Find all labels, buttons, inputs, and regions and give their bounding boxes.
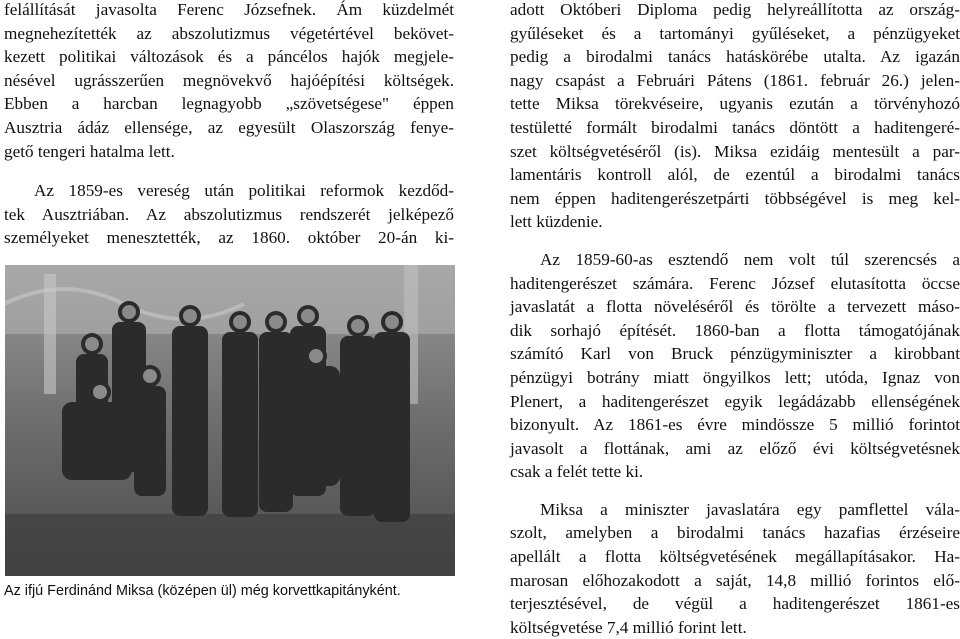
text-line: nem éppen haditengerészetpárti többségével is meg kel-: [510, 188, 960, 208]
text-line: adott Októberi Diploma pedig helyreállította az ország-: [510, 0, 960, 19]
text-line: tette Miksa törekvéseire, ugyanis ezután a törvényhozó: [510, 94, 960, 114]
text-line: bizonyult. Az 1861-es évre mindössze 5 millió forintot: [510, 415, 960, 435]
text-line: pénzügyi botrány miatt öngyilkos lett; utóda, Ignaz von: [510, 367, 960, 387]
text-line: megnehezítették az abszolutizmus végetértével bekövet-: [4, 23, 454, 43]
text-line: lamentáris kontroll alól, de ezentúl a birodalmi tanács: [510, 165, 960, 185]
text-line: költségvetése 7,4 millió forint lett.: [510, 617, 747, 637]
text-line: Plenert, a haditengerészet egyik legádázabb ellenségének: [510, 391, 960, 411]
text-line: dik sorhajó építését. 1860-ban a flotta támogatójának: [510, 320, 960, 340]
text-line: csak a felét tette ki.: [510, 462, 644, 482]
text-line: Miksa a miniszter javaslatára egy pamflettel vála-: [540, 499, 960, 519]
text-line: terjesztésével, de végül a haditengerészet 1861-es: [510, 594, 960, 614]
group-photo-illustration: [4, 264, 456, 577]
text-line: gető tengeri hatalma lett.: [4, 141, 175, 161]
text-line: Az 1859-es vereség után politikai reformok kezdőd-: [34, 181, 454, 201]
left-paragraph-1: [4, 0, 454, 163]
text-line: javaslatát a flotta növeléséről és törölte a tervezett máso-: [510, 297, 960, 317]
left-column: [4, 0, 454, 250]
text-line: Ebben a harcban legnagyobb „szövetségese" éppen: [4, 94, 454, 114]
text-line: személyeket menesztették, az 1860. október 20-án ki-: [4, 228, 454, 248]
right-paragraph-3: [510, 498, 960, 639]
group-photo: [4, 264, 456, 577]
text-line: testületté formált birodalmi tanács döntött a haditengeré-: [510, 117, 960, 137]
text-line: gyűléseket és a tartományi gyűléseket, a pénzügyeket: [510, 23, 960, 43]
text-line: felállítását javasolta Ferenc Józsefnek. Ám küzdelmét: [4, 0, 454, 19]
text-line: Az 1859-60-as esztendő nem volt túl szerencsés a: [540, 249, 960, 269]
text-line: nagy csapást a Februári Pátens (1861. február 26.) jelen-: [510, 70, 960, 90]
text-line: szolt, amelyben a birodalmi tanács hazafias érzéseire: [510, 523, 960, 543]
text-line: marosan előhozakodott a saját, 14,8 millió forintos elő-: [510, 570, 960, 590]
text-line: kezett politikai változások és a páncélos hajók megjele-: [4, 47, 454, 67]
text-line: apellált a flotta költségvetésének megállapításakor. Ha-: [510, 547, 960, 567]
text-line: számító Karl von Bruck pénzügyminiszter a kirobbant: [510, 344, 960, 364]
left-paragraph-2: [4, 179, 454, 250]
right-column: [510, 0, 960, 639]
text-line: javasolt a flottának, ami az előző évi költségvetésnek: [510, 438, 960, 458]
text-line: Ausztria ádáz ellensége, az egyesült Olaszország fenye-: [4, 117, 454, 137]
text-line: haditengerészet számára. Ferenc József elutasította öccse: [510, 273, 960, 293]
text-line: szet költségvetéséről (is). Miksa ezidáig mentesült a par-: [510, 141, 960, 161]
text-line: lett küzdenie.: [510, 212, 603, 232]
photo-caption: Az ifjú Ferdinánd Miksa (középen ül) még korvettkapitányként.: [4, 583, 401, 599]
text-line: pedig a birodalmi tanács hatáskörébe utalta. Az igazán: [510, 47, 960, 67]
right-paragraph-2: [510, 248, 960, 484]
text-line: nésével ugrásszerűen megnövekvő hajóépítési költségek.: [4, 70, 454, 90]
right-paragraph-1: [510, 0, 960, 234]
text-line: tek Ausztriában. Az abszolutizmus rendszerét jelképező: [4, 204, 454, 224]
